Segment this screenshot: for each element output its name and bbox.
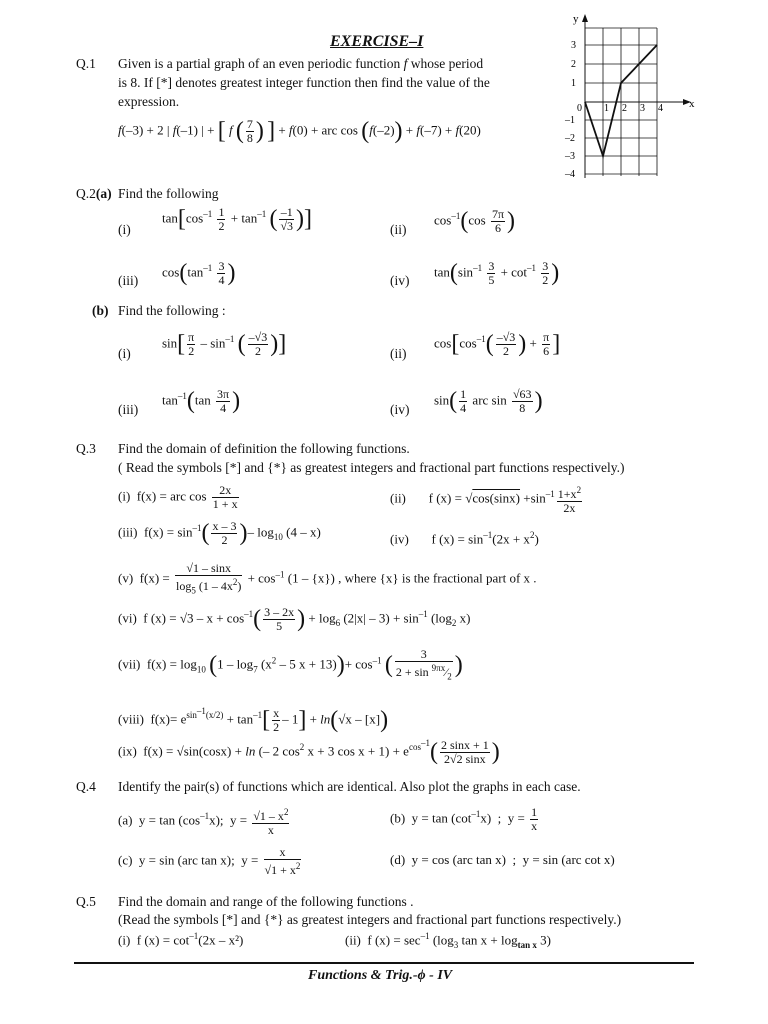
q2b-iv-expr: sin( $\frac{1}{4}$ arc sin $\frac{√63}{8}$ )	[434, 387, 543, 415]
q3-iii: (iii) $f(x) = \sin^{-1}$( $\frac{x - 3}{2}$ )– $\log_{10} (4 - x)$	[118, 519, 321, 547]
q2a-i-label: (i)	[118, 222, 131, 237]
q2a-ii-expr: $\cos^{-1}(\cos$ $\frac{7\pi}{6}$ )	[434, 207, 515, 235]
y-tick: –4	[565, 169, 575, 180]
x-tick: 3	[640, 103, 645, 114]
q2b-iii-label: (iii)	[118, 402, 139, 417]
q4-c: (c) y = sin (arc tan x); y = $\frac{x}{√1 + x^2}$	[118, 845, 301, 877]
origin-label: 0	[577, 103, 582, 114]
x-tick: 1	[604, 103, 609, 114]
q1-line1	[118, 56, 483, 72]
q2a-iv-expr: $\tan(\sin^{-1}$ $\frac{3}{5}$ + $\cot^{-1}$ $\frac{3}{2}$ )	[434, 259, 560, 287]
q3-ii: (ii) f $(x) = √\cos(\sin x) +\sin^{-1}$ $\frac{1+x^2}{2x}$	[390, 485, 582, 515]
q5-i: (i) f $(x) = \cot^{-1}(2x - x^2)$	[118, 931, 244, 948]
q2a-iv-label: (iv)	[390, 273, 410, 288]
q3-v-where: , where {x} is the fractional part of x .	[338, 570, 537, 586]
q2b-title: Find the following :	[118, 303, 226, 318]
q1-line3: expression.	[118, 94, 180, 109]
q2a-i-expr: $\tan[\cos^{-1}$ $\frac{1}{2}$ + $\tan^{-1}$ ( $\frac{-1}{√3}$ )]	[162, 205, 313, 233]
q2b-iii-expr: $\tan^{-1}(\tan$ $\frac{3\pi}{4}$ )	[162, 387, 241, 415]
q4-number: Q.4	[76, 779, 96, 794]
q1-text: Given is a partial graph of an even periodic function	[118, 56, 401, 71]
q2a-iii-label: (iii)	[118, 273, 139, 288]
q3-i: (i) f(x) = arc cos $\frac{2x}{1 + x}$	[118, 483, 238, 511]
x-tick: 4	[658, 103, 663, 114]
q3-vii: (vii) $f(x) = \log_{10} (1 - \log_7 (x^2 - 5$ $x + 13))+ \cos^{-1}$ ( $\frac{3}{2 + \sin ^{9\pi x}⁄_2}$ )	[118, 647, 463, 682]
q5-ii: (ii) f $(x) = \sec^{-1} (\log_3$ $\tan x + \log_{tan x} 3$)	[345, 931, 551, 950]
q2a-ii-label: (ii)	[390, 222, 407, 237]
y-tick: 3	[571, 40, 576, 51]
q5-title: Find the domain and range of the following functions .	[118, 894, 414, 909]
q3-iv: (iv) f $(x) = \sin^{-1}(2x + x^2)$	[390, 530, 539, 547]
q4-a: (a) $y = \tan (\cos^{-1}x)$; y = $\frac{√1 - x^2}{x}$	[118, 807, 289, 837]
q3-title: Find the domain of definition the following functions.	[118, 441, 410, 456]
y-tick: 1	[571, 78, 576, 89]
q1-fsym: f	[403, 56, 408, 71]
q2a-title: Find the following	[118, 186, 219, 201]
footer-rule	[74, 962, 694, 964]
q2b-ii-label: (ii)	[390, 346, 407, 361]
q3-v: (v) f(x) = $\frac{√1 - \sin x}{\log_5 (1 - 4x^2)}$ + $\cos^{-1} (1 - \{x\})$ , where {x} is the fractional part of x .	[118, 561, 537, 596]
footer-text: Functions & Trig.-ϕ - IV	[308, 968, 453, 983]
y-tick: –3	[565, 151, 575, 162]
q1-text: whose period	[410, 56, 484, 71]
partial-graph	[555, 8, 700, 183]
q2-number: Q.2(a)	[76, 186, 112, 201]
q1-line2: is 8. If [*] denotes greatest integer function then find the value of the	[118, 75, 490, 90]
q4-d: (d) y = cos (arc tan x) ; y = sin (arc cot x)	[390, 852, 615, 867]
q2b-ii-expr: $\cos[\cos^{-1}$( $\frac{-√3}{2}$ ) + $\frac{\pi}{6}$ ]	[434, 330, 561, 358]
q3-viii: (viii) $f(x)= e^{sin^{-1}(x/2)} + \tan^{-1}$[ $\frac{x}{2}$ – 1] + ln(√x – [x])	[118, 705, 389, 734]
q1-expression: f(–3) + 2 | f(–1) | + [ f ( $\frac{7}{8}$ ) ] + f(0) + arc cos (f(–2)) + f(–7) + f(20)	[118, 117, 481, 145]
q2b-iv-label: (iv)	[390, 402, 410, 417]
q2b-i-label: (i)	[118, 346, 131, 361]
q3-number: Q.3	[76, 441, 96, 456]
page-title: EXERCISE–I	[330, 33, 424, 50]
x-axis-label: x	[689, 98, 695, 110]
x-tick: 2	[622, 103, 627, 114]
q1-number: Q.1	[76, 56, 96, 71]
q4-title: Identify the pair(s) of functions which are identical. Also plot the graphs in each case.	[118, 779, 581, 794]
q4-b: (b) $y = \tan (\cot^{-1}x)$ ; y = $\frac{1}{x}$	[390, 805, 538, 833]
q3-ix: (ix) f(x) = √sin(cosx) + ln (– 2 $\cos^2 x + 3$ $\cos x + 1) + e^{cos^{-1}}$( $\frac{2 \sin x + 1}{2√2 \sin x}$ )	[118, 737, 500, 766]
q2b-i-expr: sin[ $\frac{\pi}{2}$ – $\sin^{-1}$ ( $\frac{-√3}{2}$ )]	[162, 330, 287, 358]
y-tick: 2	[571, 59, 576, 70]
q3-note: ( Read the symbols [*] and {*} as greatest integers and fractional part functions respectively.)	[118, 460, 625, 475]
q5-number: Q.5	[76, 894, 96, 909]
y-tick: –1	[565, 115, 575, 126]
q3-vi: (vi) f $(x) = √3 - x + \cos^{-1}$( $\frac{3 - 2x}{5}$ ) + $\log_6 (2|x| - 3) + \sin^{-1} (\log_2$ x)	[118, 605, 471, 633]
q5-note: (Read the symbols [*] and {*} as greatest integers and fractional part functions respectively.)	[118, 912, 622, 927]
y-axis-label: y	[573, 13, 579, 25]
q2a-iii-expr: $\cos(\tan^{-1}$ $\frac{3}{4}$ )	[162, 259, 236, 287]
y-tick: –2	[565, 133, 575, 144]
q2b-label: (b)	[92, 303, 109, 318]
